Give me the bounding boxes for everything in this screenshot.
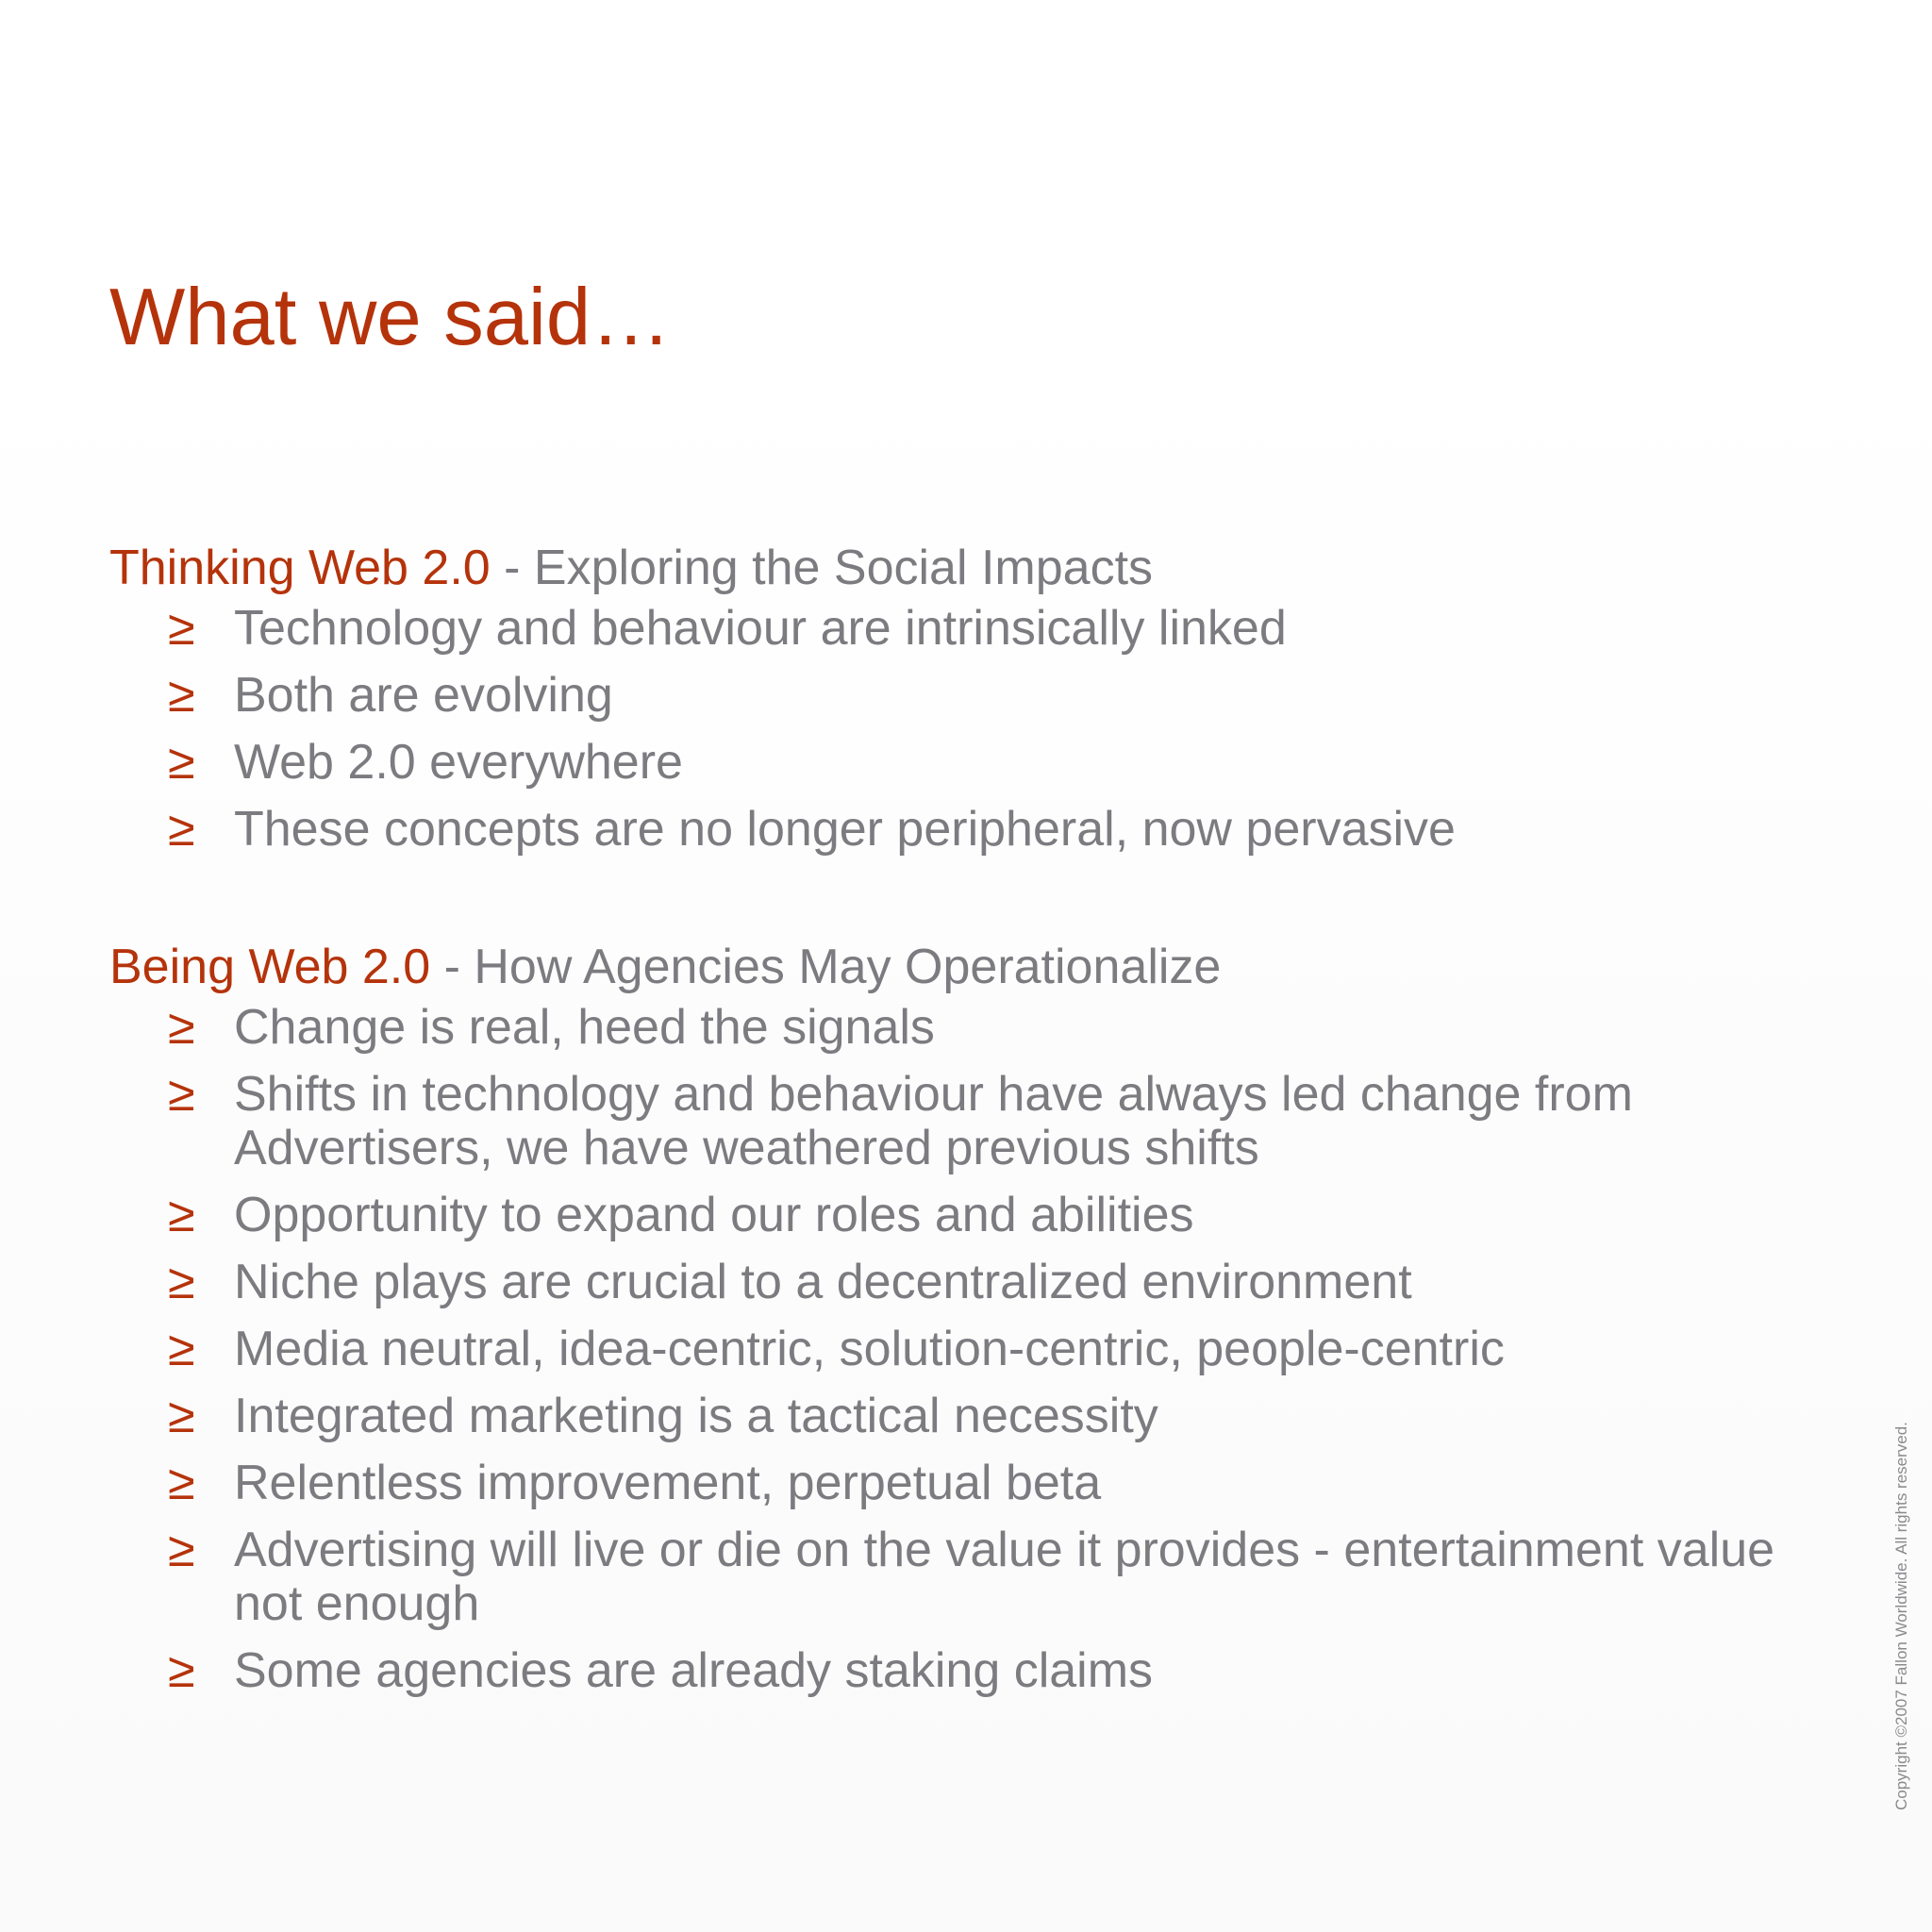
bullet-text: Both are evolving: [234, 668, 613, 723]
bullet-marker: ≥: [168, 1389, 195, 1443]
list-item: [109, 1457, 1845, 1510]
list-item: [109, 669, 1845, 723]
bullet-marker: ≥: [168, 1523, 195, 1577]
bullet-marker: ≥: [168, 1255, 195, 1309]
bullet-text: Relentless improvement, perpetual beta: [234, 1456, 1102, 1510]
bullet-marker: ≥: [168, 802, 195, 857]
list-item: [109, 602, 1845, 656]
section-heading: [109, 534, 1845, 602]
bullet-marker: ≥: [168, 1188, 195, 1242]
section-heading: [109, 933, 1845, 1001]
bullet-text: Some agencies are already staking claims: [234, 1643, 1154, 1698]
list-item: [109, 1644, 1845, 1698]
bullet-marker: ≥: [168, 735, 195, 790]
bullet-text: Shifts in technology and behaviour have always led change from Advertisers, we have weathered previous shifts: [234, 1067, 1633, 1175]
bullet-text: Integrated marketing is a tactical necessity: [234, 1389, 1158, 1443]
bullet-marker: ≥: [168, 1643, 195, 1698]
bullet-list: [109, 1001, 1845, 1698]
section-heading-rest: - How Agencies May Operationalize: [430, 940, 1222, 994]
list-item: [109, 736, 1845, 790]
list-item: [109, 1390, 1845, 1443]
bullet-marker: ≥: [168, 668, 195, 723]
section-thinking-web-2: [109, 534, 1845, 870]
section-heading-accent: Being Web 2.0: [109, 940, 431, 994]
bullet-text: Web 2.0 everywhere: [234, 735, 683, 790]
list-item: [109, 1001, 1845, 1055]
bullet-text: Technology and behaviour are intrinsically linked: [234, 601, 1287, 656]
list-item: [109, 803, 1845, 857]
section-being-web-2: [109, 933, 1845, 1711]
bullet-marker: ≥: [168, 601, 195, 656]
bullet-text: Change is real, heed the signals: [234, 1000, 935, 1055]
bullet-text: Advertising will live or die on the value it provides - entertainment value not enough: [234, 1523, 1775, 1631]
list-item: [109, 1256, 1845, 1309]
bullet-text: Niche plays are crucial to a decentralized environment: [234, 1255, 1412, 1309]
list-item: [109, 1189, 1845, 1242]
bullet-marker: ≥: [168, 1456, 195, 1510]
bullet-marker: ≥: [168, 1000, 195, 1055]
bullet-list: [109, 602, 1845, 857]
bullet-text: Opportunity to expand our roles and abilities: [234, 1188, 1194, 1242]
section-heading-rest: - Exploring the Social Impacts: [490, 541, 1154, 595]
slide-title: What we said…: [109, 273, 672, 362]
copyright-notice: Copyright ©2007 Fallon Worldwide. All rights reserved.: [1892, 1422, 1910, 1810]
bullet-text: These concepts are no longer peripheral, now pervasive: [234, 802, 1456, 857]
list-item: [109, 1068, 1845, 1175]
list-item: [109, 1524, 1845, 1631]
bullet-marker: ≥: [168, 1322, 195, 1376]
bullet-marker: ≥: [168, 1067, 195, 1122]
list-item: [109, 1323, 1845, 1376]
section-heading-accent: Thinking Web 2.0: [109, 541, 491, 595]
bullet-text: Media neutral, idea-centric, solution-centric, people-centric: [234, 1322, 1505, 1376]
